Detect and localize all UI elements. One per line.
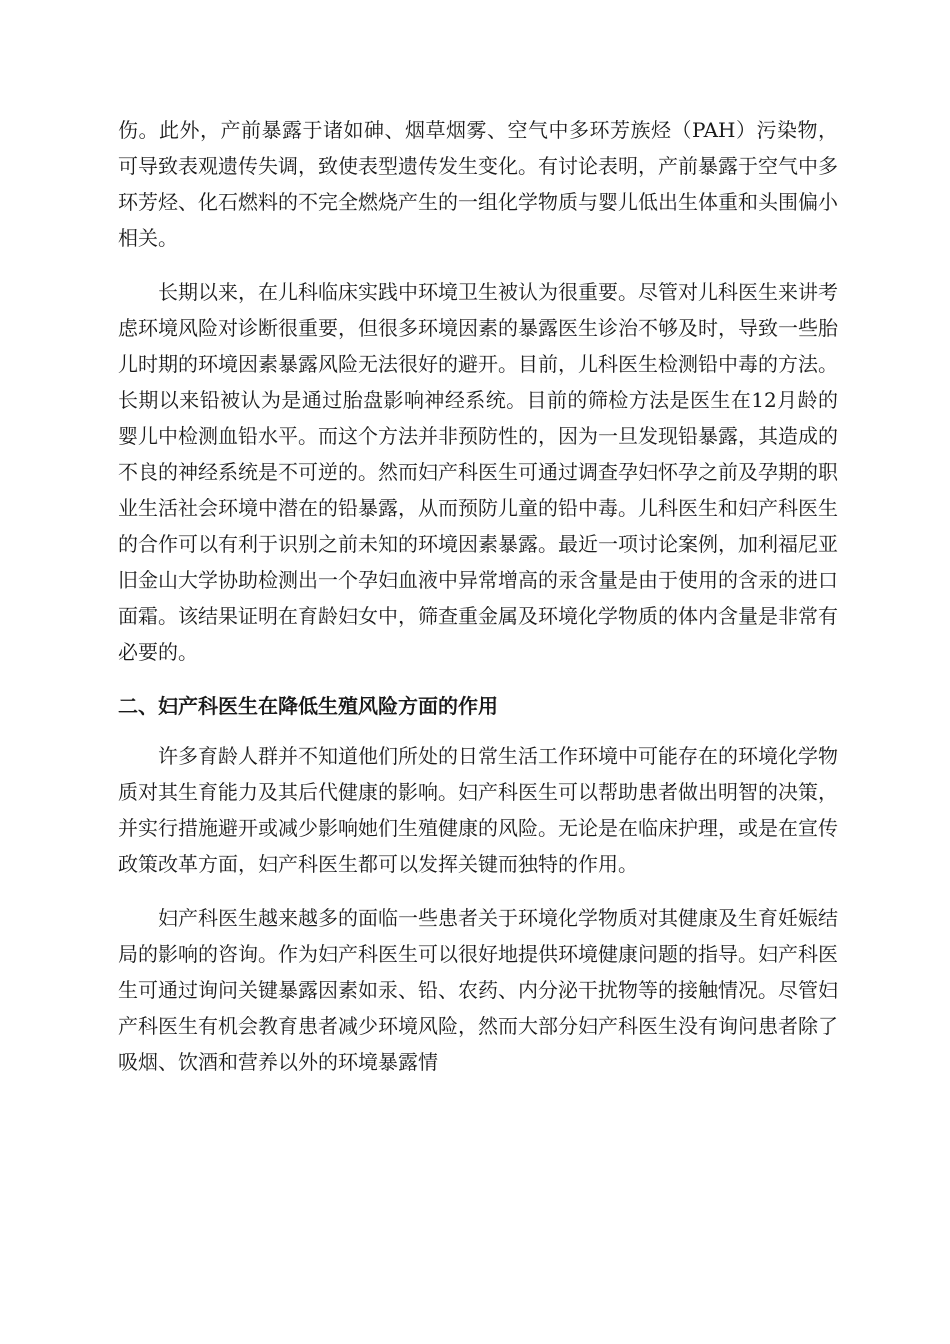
paragraph-reproductive-risk: 许多育龄人群并不知道他们所处的日常生活工作环境中可能存在的环境化学物质对其生育能力及其后代健康的影响。妇产科医生可以帮助患者做出明智的决策，并实行措施避开或减少影响她们生殖健康的风险。无论是在临床护理，或是在宣传政策改革方面，妇产科医生都可以发挥关键而独特的作用。 <box>118 744 838 876</box>
section-heading: 二、妇产科医生在降低生殖风险方面的作用 <box>118 694 498 718</box>
paragraph-continuation: 伤。此外，产前暴露于诸如砷、烟草烟雾、空气中多环芳族烃（PAH）污染物，可导致表观遗传失调，致使表型遗传发生变化。有讨论表明，产前暴露于空气中多环芳烃、化石燃料的不完全燃烧产生的一组化学物质与婴儿低出生体重和头围偏小相关。 <box>118 118 838 250</box>
document-page <box>118 112 838 1080</box>
paragraph-consultation: 妇产科医生越来越多的面临一些患者关于环境化学物质对其健康及生育妊娠结局的影响的咨询。作为妇产科医生可以很好地提供环境健康问题的指导。妇产科医生可通过询问关键暴露因素如汞、铅、农药、内分泌干扰物等的接触情况。尽管妇产科医生有机会教育患者减少环境风险，然而大部分妇产科医生没有询问患者除了吸烟、饮酒和营养以外的环境暴露情 <box>118 906 838 1074</box>
paragraph-pediatrics: 长期以来，在儿科临床实践中环境卫生被认为很重要。尽管对儿科医生来讲考虑环境风险对诊断很重要，但很多环境因素的暴露医生诊治不够及时，导致一些胎儿时期的环境因素暴露风险无法很好的避开。目前，儿科医生检测铅中毒的方法。长期以来铅被认为是通过胎盘影响神经系统。目前的筛检方法是医生在12月龄的婴儿中检测血铅水平。而这个方法并非预防性的，因为一旦发现铅暴露，其造成的不良的神经系统是不可逆的。然而妇产科医生可通过调查孕妇怀孕之前及孕期的职业生活社会环境中潜在的铅暴露，从而预防儿童的铅中毒。儿科医生和妇产科医生的合作可以有利于识别之前未知的环境因素暴露。最近一项讨论案例，加利福尼亚旧金山大学协助检测出一个孕妇血液中异常增高的汞含量是由于使用的含汞的进口面霜。该结果证明在育龄妇女中，筛查重金属及环境化学物质的体内含量是非常有必要的。 <box>118 280 838 664</box>
